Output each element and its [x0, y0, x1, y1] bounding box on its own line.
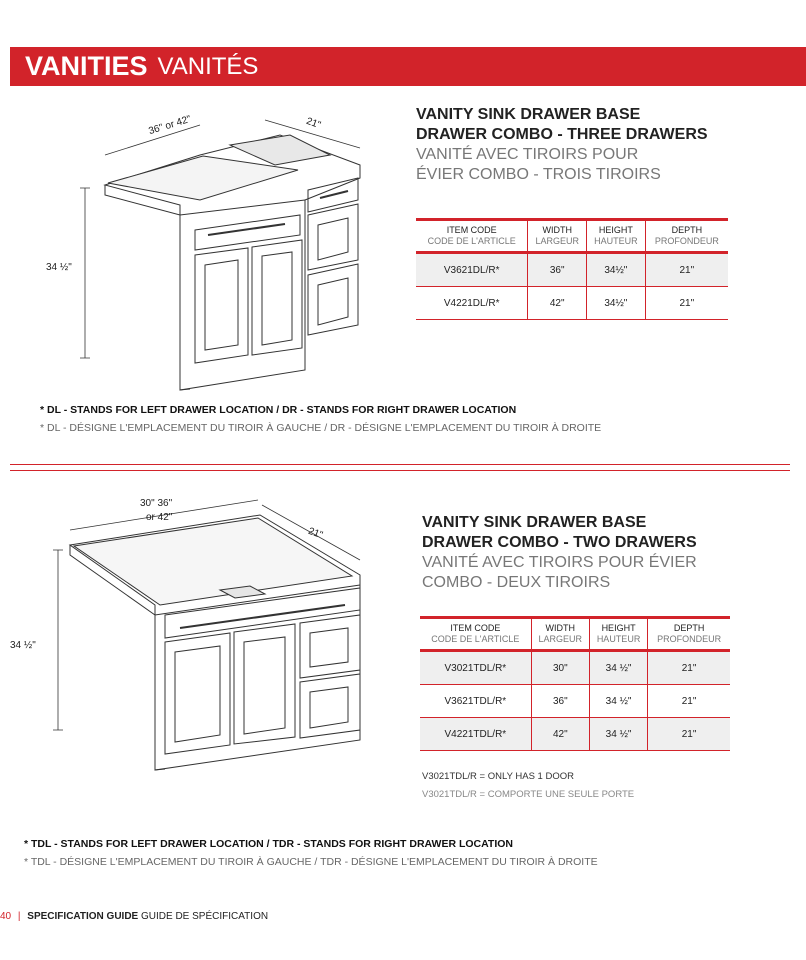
- column-header-en: ITEM CODE: [446, 225, 497, 235]
- section-banner: [10, 47, 806, 86]
- note-fr-1: * DL - DÉSIGNE L'EMPLACEMENT DU TIROIR À GAUCHE / DR - DÉSIGNE L'EMPLACEMENT DU TIROIR À DROITE: [40, 422, 602, 434]
- footer: [0, 911, 268, 922]
- table-row: [420, 718, 730, 751]
- table-cell: 34 ½": [589, 718, 647, 751]
- column-header-fr: HAUTEUR: [596, 634, 641, 644]
- footer-guide-en: SPECIFICATION GUIDE: [27, 911, 139, 922]
- footnote-en: V3021TDL/R = ONLY HAS 1 DOOR: [422, 771, 574, 782]
- column-header-en: HEIGHT: [601, 623, 636, 633]
- table-row: [416, 253, 728, 287]
- dim-height-1: 34 ½": [46, 262, 72, 273]
- table-cell: 21": [648, 685, 730, 718]
- column-header-en: DEPTH: [671, 225, 703, 235]
- table-cell: V4221DL/R*: [416, 287, 528, 320]
- dim-width-1: 36" or 42": [147, 113, 193, 138]
- table-row: [420, 685, 730, 718]
- footer-guide-fr: GUIDE DE SPÉCIFICATION: [141, 911, 269, 922]
- column-header: [587, 220, 646, 253]
- table-row: [416, 287, 728, 320]
- table-header-row: [416, 220, 728, 253]
- note-en-2: * TDL - STANDS FOR LEFT DRAWER LOCATION / TDR - STANDS FOR RIGHT DRAWER LOCATION: [24, 838, 513, 850]
- title-fr-line2: ÉVIER COMBO - TROIS TIROIRS: [416, 166, 661, 183]
- dim-depth-1: 21": [304, 115, 323, 132]
- table-cell: V4221TDL/R*: [420, 718, 531, 751]
- column-header-en: WIDTH: [542, 225, 572, 235]
- divider: [10, 464, 790, 465]
- column-header-fr: PROFONDEUR: [654, 236, 719, 246]
- table-cell: 34 ½": [589, 651, 647, 685]
- column-header-en: WIDTH: [545, 623, 576, 633]
- title-fr-line1: VANITÉ AVEC TIROIRS POUR ÉVIER: [422, 554, 697, 571]
- product-title-1: [416, 105, 708, 185]
- footer-separator: |: [17, 911, 21, 922]
- table-cell: 34 ½": [589, 685, 647, 718]
- spec-table-1: [416, 218, 728, 320]
- column-header-fr: CODE DE L'ARTICLE: [431, 634, 520, 644]
- table-header-row: [420, 618, 730, 651]
- banner-title-fr: VANITÉS: [157, 52, 259, 80]
- table-cell: 36": [528, 253, 587, 287]
- product-title-2: [422, 513, 697, 593]
- three-drawer-vanity-drawing: [30, 100, 370, 395]
- column-header-fr: LARGEUR: [535, 236, 579, 246]
- column-header-en: DEPTH: [673, 623, 705, 633]
- table-cell: V3621TDL/R*: [420, 685, 531, 718]
- column-header: [648, 618, 730, 651]
- column-header-fr: CODE DE L'ARTICLE: [427, 236, 516, 246]
- column-header: [531, 618, 589, 651]
- title-fr-line2: COMBO - DEUX TIROIRS: [422, 574, 611, 591]
- table-cell: 21": [648, 718, 730, 751]
- note-en-1: * DL - STANDS FOR LEFT DRAWER LOCATION / DR - STANDS FOR RIGHT DRAWER LOCATION: [40, 404, 517, 416]
- title-en-line2: DRAWER COMBO - TWO DRAWERS: [422, 534, 697, 551]
- column-header-en: ITEM CODE: [450, 623, 501, 633]
- table-cell: 30": [531, 651, 589, 685]
- title-fr-line1: VANITÉ AVEC TIROIRS POUR: [416, 146, 639, 163]
- spec-table-2: [420, 616, 730, 751]
- page-number: 40: [0, 911, 12, 922]
- column-header-fr: PROFONDEUR: [657, 634, 722, 644]
- column-header-fr: HAUTEUR: [594, 236, 638, 246]
- table-row: [420, 651, 730, 685]
- table-cell: 21": [645, 287, 728, 320]
- table-cell: 34½": [587, 253, 646, 287]
- banner-title-en: VANITIES: [25, 51, 148, 81]
- table-cell: 21": [645, 253, 728, 287]
- table-cell: V3621DL/R*: [416, 253, 528, 287]
- dim-height-2: 34 ½": [10, 640, 36, 651]
- table-cell: V3021TDL/R*: [420, 651, 531, 685]
- dim-width-2b: or 42": [146, 512, 173, 523]
- title-en-line2: DRAWER COMBO - THREE DRAWERS: [416, 126, 708, 143]
- column-header: [645, 220, 728, 253]
- column-header-en: HEIGHT: [598, 225, 633, 235]
- divider: [10, 470, 790, 471]
- dim-depth-2: 21": [306, 525, 325, 542]
- column-header: [589, 618, 647, 651]
- table-cell: 21": [648, 651, 730, 685]
- footnote-fr: V3021TDL/R = COMPORTE UNE SEULE PORTE: [422, 789, 635, 800]
- column-header: [528, 220, 587, 253]
- title-en-line1: VANITY SINK DRAWER BASE: [422, 514, 647, 531]
- column-header: [420, 618, 531, 651]
- note-fr-2: * TDL - DÉSIGNE L'EMPLACEMENT DU TIROIR À GAUCHE / TDR - DÉSIGNE L'EMPLACEMENT DU TIROIR À DROITE: [24, 856, 598, 868]
- title-en-line1: VANITY SINK DRAWER BASE: [416, 106, 641, 123]
- column-header-fr: LARGEUR: [538, 634, 583, 644]
- table-cell: 42": [528, 287, 587, 320]
- table-cell: 36": [531, 685, 589, 718]
- dim-width-2a: 30" 36": [140, 498, 173, 509]
- column-header: [416, 220, 528, 253]
- table-cell: 34½": [587, 287, 646, 320]
- table-cell: 42": [531, 718, 589, 751]
